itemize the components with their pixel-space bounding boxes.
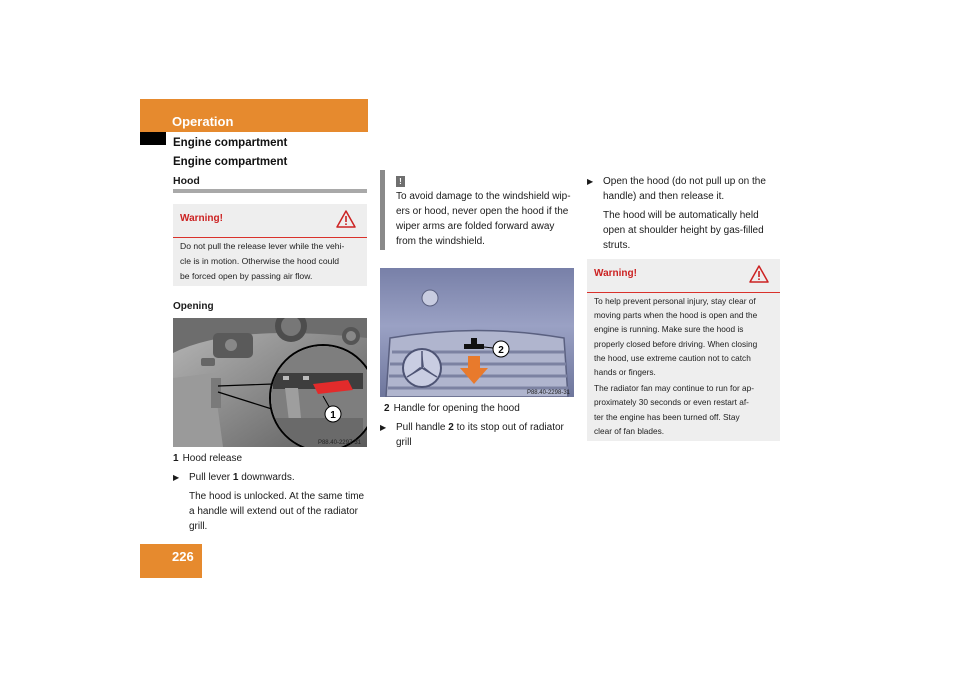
result-line: open at shoulder height by gas-filled: [603, 225, 764, 236]
figure2-callout: 2: [498, 345, 504, 356]
note-line: To avoid damage to the windshield wip-: [396, 191, 571, 202]
warning-line: properly closed before driving. When closing: [594, 338, 758, 349]
section-title: Engine compartment: [173, 137, 288, 149]
step-text-pre: Pull handle: [396, 422, 449, 433]
grill-handle-figure: [380, 268, 574, 397]
figure2-caption: [384, 401, 520, 416]
subsection-title: Engine compartment: [173, 156, 288, 168]
step-text-line: grill: [396, 437, 412, 448]
note-box: [396, 174, 576, 249]
warning-header: [587, 259, 780, 293]
step-text-pre: Pull lever: [189, 472, 233, 483]
step-pull-handle: [380, 420, 580, 450]
step-number: 1: [232, 472, 239, 483]
note-mark-icon: !: [396, 176, 405, 187]
warning-line: cle is in motion. Otherwise the hood could: [180, 256, 340, 266]
hood-heading: Hood: [173, 175, 200, 187]
bullet-icon: ▶: [380, 423, 387, 432]
warning-text: [594, 294, 774, 440]
warning-line: proximately 30 seconds or even restart af-: [594, 397, 749, 408]
warning-text: [180, 239, 361, 284]
step-line: Open the hood (do not pull up on the: [603, 176, 766, 187]
warning-line: Do not pull the release lever while the vehi-: [180, 241, 345, 251]
warning-line: ter the engine has been turned off. Stay: [594, 411, 740, 422]
figure1-caption: [173, 451, 242, 466]
result-line: grill.: [189, 521, 208, 532]
chapter-title: Operation: [172, 114, 234, 129]
heading-rule: [173, 189, 367, 193]
result-line: The hood will be automatically held: [603, 210, 759, 221]
bullet-icon: ▶: [173, 473, 180, 482]
step-text: [173, 470, 369, 485]
note-line: ers or hood, never open the hood if the: [396, 206, 569, 217]
step-result: [587, 208, 783, 253]
warning-line: the hood, use extreme caution not to catch: [594, 352, 751, 363]
warning-line: To help prevent personal injury, stay clear of: [594, 296, 756, 306]
warning-header: [173, 204, 367, 238]
hood-release-illustration: [173, 318, 367, 447]
warning-line: clear of fan blades.: [594, 425, 665, 436]
step-open-hood: [587, 174, 783, 253]
page-number: 226: [172, 549, 194, 564]
step-result: [173, 489, 369, 534]
warning-line: be forced open by passing air flow.: [180, 271, 313, 281]
step-text: [380, 420, 580, 450]
warning-paragraph-2: [594, 381, 774, 438]
step-text-post: to its stop out of radiator: [453, 422, 564, 433]
result-line: a handle will extend out of the radiator: [189, 506, 358, 517]
result-line: The hood is unlocked. At the same time: [189, 491, 365, 502]
caption-text: Hood release: [182, 453, 243, 464]
warning-line: hands or fingers.: [594, 367, 656, 378]
step-text: [587, 174, 783, 204]
warning-triangle-icon: [749, 265, 769, 283]
step-line: handle) and then release it.: [603, 191, 725, 202]
bullet-icon: ▶: [587, 177, 594, 186]
caption-number: 2: [384, 403, 390, 414]
warning-line: engine is running. Make sure the hood is: [594, 324, 744, 335]
figure1-callout: 1: [330, 410, 336, 421]
warning-box-2: [587, 259, 780, 441]
figure2-code: P88.40-2298-31: [526, 390, 570, 396]
warning-line: moving parts when the hood is open and the: [594, 310, 758, 321]
step-text-post: downwards.: [238, 472, 295, 483]
warning-title: Warning!: [594, 268, 637, 279]
warning-title: Warning!: [180, 213, 223, 224]
note-line: from the windshield.: [396, 236, 485, 247]
warning-triangle-icon: [336, 210, 356, 228]
caption-text: Handle for opening the hood: [393, 403, 520, 414]
caption-number: 1: [173, 453, 179, 464]
note-bar: [380, 170, 385, 250]
step-number: 2: [448, 422, 454, 433]
warning-line: The radiator fan may continue to run for ap-: [594, 383, 755, 394]
grill-illustration: [380, 268, 574, 397]
opening-heading: Opening: [173, 301, 214, 312]
page-number-box: [140, 544, 202, 578]
hood-release-figure: [173, 318, 367, 447]
section-marker: [140, 132, 166, 145]
result-line: struts.: [603, 240, 631, 251]
note-line: wiper arms are folded forward away: [396, 221, 555, 232]
warning-paragraph-1: [594, 294, 774, 379]
figure1-code: P88.40-2297-31: [317, 440, 361, 446]
chapter-header: [140, 99, 368, 132]
warning-box-1: [173, 204, 367, 286]
step-pull-lever: [173, 470, 369, 534]
